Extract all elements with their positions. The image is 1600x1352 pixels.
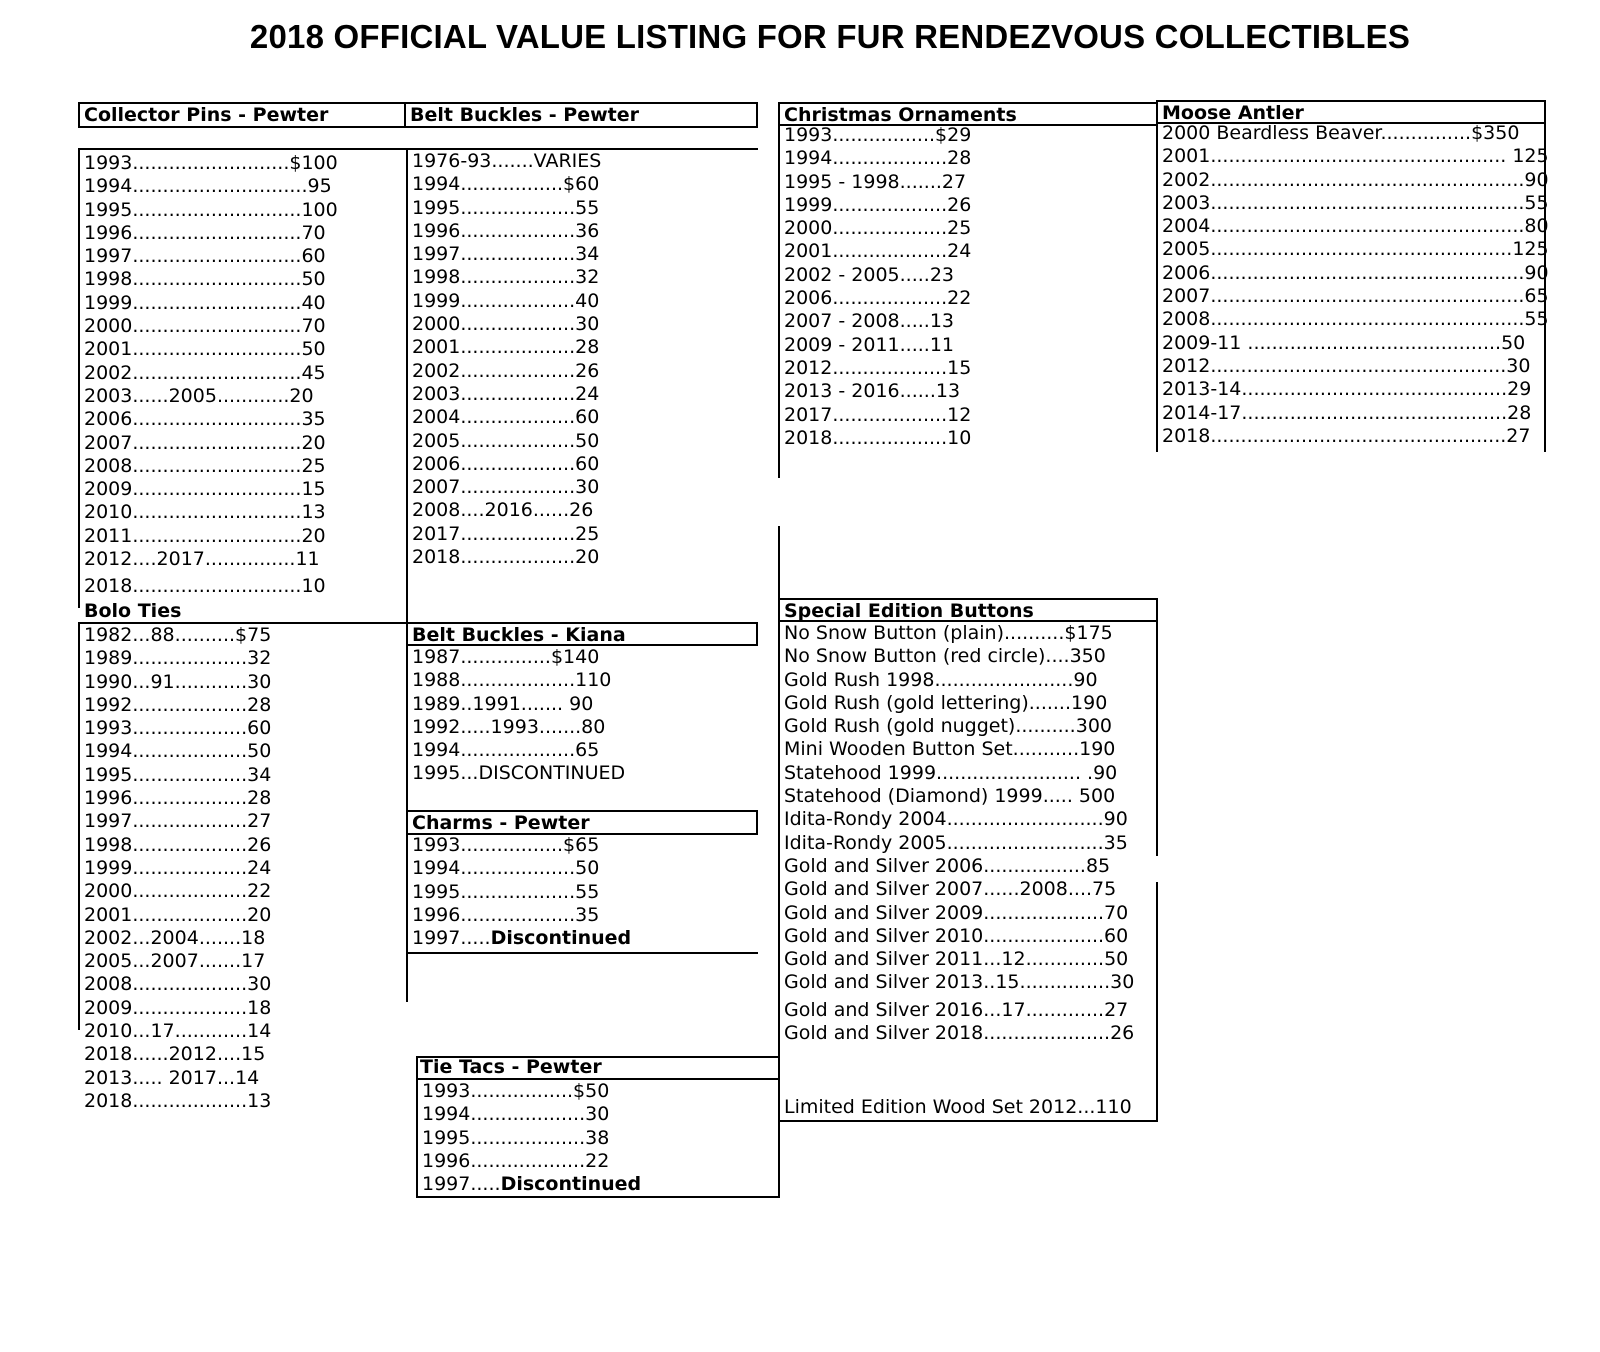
list-item: 2002...................26 (412, 359, 600, 382)
list-item: 2003...................24 (412, 382, 600, 405)
collector-pins-left-border (78, 148, 80, 608)
christmas-ornaments-heading: Christmas Ornaments (778, 102, 1158, 126)
list-item: Gold and Silver 2010....................60 (784, 924, 1129, 947)
list-item: 1993.................$50 (422, 1080, 610, 1102)
belt-buckles-kiana-list (412, 646, 625, 786)
special-edition-buttons-left-border (778, 622, 780, 1122)
list-item: 2010...17............14 (84, 1020, 272, 1043)
list-item: 2009............................15 (84, 478, 326, 501)
list-item: 1994.................$60 (412, 173, 600, 196)
list-item: 1999...................26 (784, 193, 972, 216)
list-item: 2013 - 2016......13 (784, 380, 961, 403)
special-edition-buttons-right-border (1156, 622, 1158, 856)
list-item: 1994...................28 (784, 147, 972, 170)
list-item: 2018...................20 (412, 546, 600, 569)
list-item: 2010............................13 (84, 501, 326, 524)
list-item: 2013..... 2017...14 (84, 1066, 260, 1089)
list-item: 1992.....1993.......80 (412, 715, 606, 738)
list-item: 1994...................50 (84, 740, 272, 763)
discontinued-label: Discontinued (490, 927, 632, 950)
belt-buckles-pewter-left-border (406, 148, 408, 622)
moose-antler-left-border (1156, 124, 1158, 452)
list-item: 2008............................25 (84, 454, 326, 477)
list-item: 2000...................30 (412, 313, 600, 336)
list-item: 1997...................34 (412, 243, 600, 266)
list-item: Gold and Silver 2018.....................26 (784, 1022, 1135, 1045)
christmas-ornaments-left-border (778, 126, 780, 478)
list-item: 1999............................40 (84, 291, 326, 314)
list-item: 2013-14............................................29 (1162, 378, 1532, 401)
list-item: 1993.................$29 (784, 124, 972, 146)
list-item: Gold and Silver 2016...17.............27 (784, 998, 1129, 1021)
list-item: 2004...................60 (412, 406, 600, 429)
list-item: 2007............................20 (84, 431, 326, 454)
list-item: 1995...DISCONTINUED (412, 762, 626, 785)
list-item: 1995...................55 (412, 196, 600, 219)
list-item: 2000............................70 (84, 315, 326, 338)
list-item: 2012.................................................30 (1162, 354, 1531, 377)
charms-pewter-bottom-rule (406, 952, 758, 954)
christmas-ornaments-left-border-lower (778, 526, 780, 598)
christmas-ornaments-list (784, 124, 971, 450)
list-item: 2006...................22 (784, 287, 972, 310)
list-item: 2009...................18 (84, 996, 272, 1019)
list-item: 2006...................60 (412, 452, 600, 475)
list-item: 2007 - 2008.....13 (784, 310, 955, 333)
list-item: 1987...............$140 (412, 646, 600, 668)
discontinued-year: 1997..... (412, 927, 491, 950)
list-item: 2007....................................................65 (1162, 285, 1549, 308)
list-item: Gold and Silver 2013..15...............30 (784, 971, 1135, 994)
list-item: 2009-11 ..........................................50 (1162, 331, 1526, 354)
special-edition-buttons-heading: Special Edition Buttons (778, 598, 1158, 622)
list-item: 1998............................50 (84, 268, 326, 291)
limited-edition-wood-set: Limited Edition Wood Set 2012...110 (784, 1096, 1132, 1118)
list-item: 2018............................10 (84, 575, 326, 598)
list-item: Idita-Rondy 2005..........................35 (784, 831, 1128, 854)
list-item: Gold and Silver 2007......2008....75 (784, 878, 1117, 901)
list-item: 1995...................38 (422, 1126, 610, 1149)
list-item: 1998...................26 (84, 833, 272, 856)
list-item: 2004....................................................80 (1162, 215, 1549, 238)
list-item: 2002...2004.......18 (84, 926, 266, 949)
list-item: 2018...................13 (84, 1089, 272, 1112)
list-item: 2001...................20 (84, 903, 272, 926)
list-item: 1998...................32 (412, 266, 600, 289)
bolo-ties-list (84, 624, 271, 1113)
list-item: 1996...................35 (412, 903, 600, 926)
list-item: 1994.............................95 (84, 175, 332, 198)
list-item: Gold Rush (gold nugget)..........300 (784, 715, 1112, 738)
list-item: 2009 - 2011.....11 (784, 333, 955, 356)
list-item: 1995 - 1998.......27 (784, 170, 967, 193)
list-item: 2008....................................................55 (1162, 308, 1549, 331)
list-item: 2002............................45 (84, 361, 326, 384)
list-item: 1996............................70 (84, 221, 326, 244)
special-edition-buttons-right-border-lower (1156, 882, 1158, 1122)
special-edition-buttons-bottom-rule (778, 1120, 1158, 1122)
list-item: Statehood (Diamond) 1999..... 500 (784, 785, 1116, 808)
list-item: Idita-Rondy 2004..........................90 (784, 808, 1128, 831)
list-item: Gold Rush 1998.......................90 (784, 668, 1098, 691)
list-item: 2017...................12 (784, 403, 972, 426)
collector-pins-list (84, 152, 338, 599)
list-item: 2005..................................................125 (1162, 238, 1549, 261)
list-item: 1996...................28 (84, 787, 272, 810)
list-item: Gold and Silver 2009....................70 (784, 901, 1129, 924)
list-item: 2017...................25 (412, 522, 600, 545)
list-item: 2011............................20 (84, 524, 326, 547)
list-item: 1994...................65 (412, 739, 600, 762)
list-item: 2018.................................................27 (1162, 424, 1531, 447)
list-item: 2000 Beardless Beaver...............$350 (1162, 122, 1520, 144)
list-item: 1993...................60 (84, 717, 272, 740)
belt-buckles-kiana-left-border (406, 646, 408, 810)
list-item: 2003....................................................55 (1162, 191, 1549, 214)
belt-buckles-pewter-heading: Belt Buckles - Pewter (406, 102, 758, 128)
moose-antler-heading: Moose Antler (1156, 100, 1546, 124)
list-item: 2008...................30 (84, 973, 272, 996)
list-item: 2002....................................................90 (1162, 168, 1549, 191)
list-item: 1992...................28 (84, 693, 272, 716)
list-item: 2018......2012....15 (84, 1043, 266, 1066)
collector-pins-heading: Collector Pins - Pewter (78, 102, 406, 128)
charms-pewter-left-border (406, 834, 408, 1002)
list-item: No Snow Button (plain)..........$175 (784, 622, 1113, 644)
tie-tacs-pewter-heading: Tie Tacs - Pewter (416, 1056, 780, 1080)
list-item: Gold and Silver 2011...12.............50 (784, 948, 1129, 971)
charms-pewter-list (412, 834, 631, 950)
list-item: 2001...................24 (784, 240, 972, 263)
list-item: 2003......2005............20 (84, 384, 314, 407)
list-item: 1989..1991....... 90 (412, 692, 594, 715)
list-item (422, 1173, 641, 1196)
list-item: 2005...2007.......17 (84, 950, 266, 973)
page-title: 2018 OFFICIAL VALUE LISTING FOR FUR RENDEZVOUS COLLECTIBLES (249, 18, 1411, 55)
tie-tacs-pewter-list (422, 1080, 641, 1196)
belt-buckles-kiana-heading: Belt Buckles - Kiana (406, 622, 758, 646)
list-item: 1989...................32 (84, 647, 272, 670)
list-item: 1990...91............30 (84, 670, 272, 693)
list-item: 2005...................50 (412, 429, 600, 452)
list-item: 1994...................50 (412, 857, 600, 880)
list-item: 1993..........................$100 (84, 152, 338, 174)
list-item: 2000...................25 (784, 217, 972, 240)
list-item (412, 927, 631, 950)
list-item: 1996...................22 (422, 1149, 610, 1172)
list-item: 1997............................60 (84, 245, 326, 268)
list-item: 1994...................30 (422, 1103, 610, 1126)
list-item: No Snow Button (red circle)....350 (784, 645, 1106, 668)
list-item: 2018...................10 (784, 426, 972, 449)
list-item: 2014-17............................................28 (1162, 401, 1532, 424)
list-item: 2001................................................. 125 (1162, 145, 1549, 168)
list-item: 1999...................24 (84, 856, 272, 879)
list-item: 1997...................27 (84, 810, 272, 833)
list-item: 2001............................50 (84, 338, 326, 361)
list-item: 2008....2016......26 (412, 499, 594, 522)
list-item: 1995...................55 (412, 880, 600, 903)
discontinued-year: 1997..... (422, 1173, 501, 1196)
list-item: 2006............................35 (84, 408, 326, 431)
list-item: 2002 - 2005.....23 (784, 263, 955, 286)
list-item: 1995............................100 (84, 198, 338, 221)
list-item: 1996...................36 (412, 219, 600, 242)
list-item: 2006....................................................90 (1162, 261, 1549, 284)
list-item: 2007...................30 (412, 476, 600, 499)
list-item: 2001...................28 (412, 336, 600, 359)
list-item: 2000...................22 (84, 880, 272, 903)
bolo-ties-heading: Bolo Ties (84, 600, 182, 622)
list-item: 2012...................15 (784, 356, 972, 379)
list-item: 1999...................40 (412, 289, 600, 312)
list-item: 1995...................34 (84, 763, 272, 786)
special-edition-buttons-list (784, 622, 1134, 1045)
list-item: 2012....2017...............11 (84, 548, 320, 571)
list-item: 1976-93.......VARIES (412, 150, 602, 172)
bolo-ties-left-border (78, 622, 80, 1030)
belt-buckles-pewter-list (412, 150, 601, 569)
charms-pewter-heading: Charms - Pewter (406, 810, 758, 835)
list-item: 1982...88..........$75 (84, 624, 272, 646)
list-item: 1988...................110 (412, 669, 612, 692)
list-item: Statehood 1999........................ .90 (784, 761, 1118, 784)
list-item: Gold Rush (gold lettering).......190 (784, 691, 1108, 714)
list-item: 1993.................$65 (412, 834, 600, 856)
moose-antler-list (1162, 122, 1549, 448)
list-item: Gold and Silver 2006.................85 (784, 854, 1111, 877)
discontinued-label: Discontinued (500, 1173, 642, 1196)
list-item: Mini Wooden Button Set...........190 (784, 738, 1116, 761)
